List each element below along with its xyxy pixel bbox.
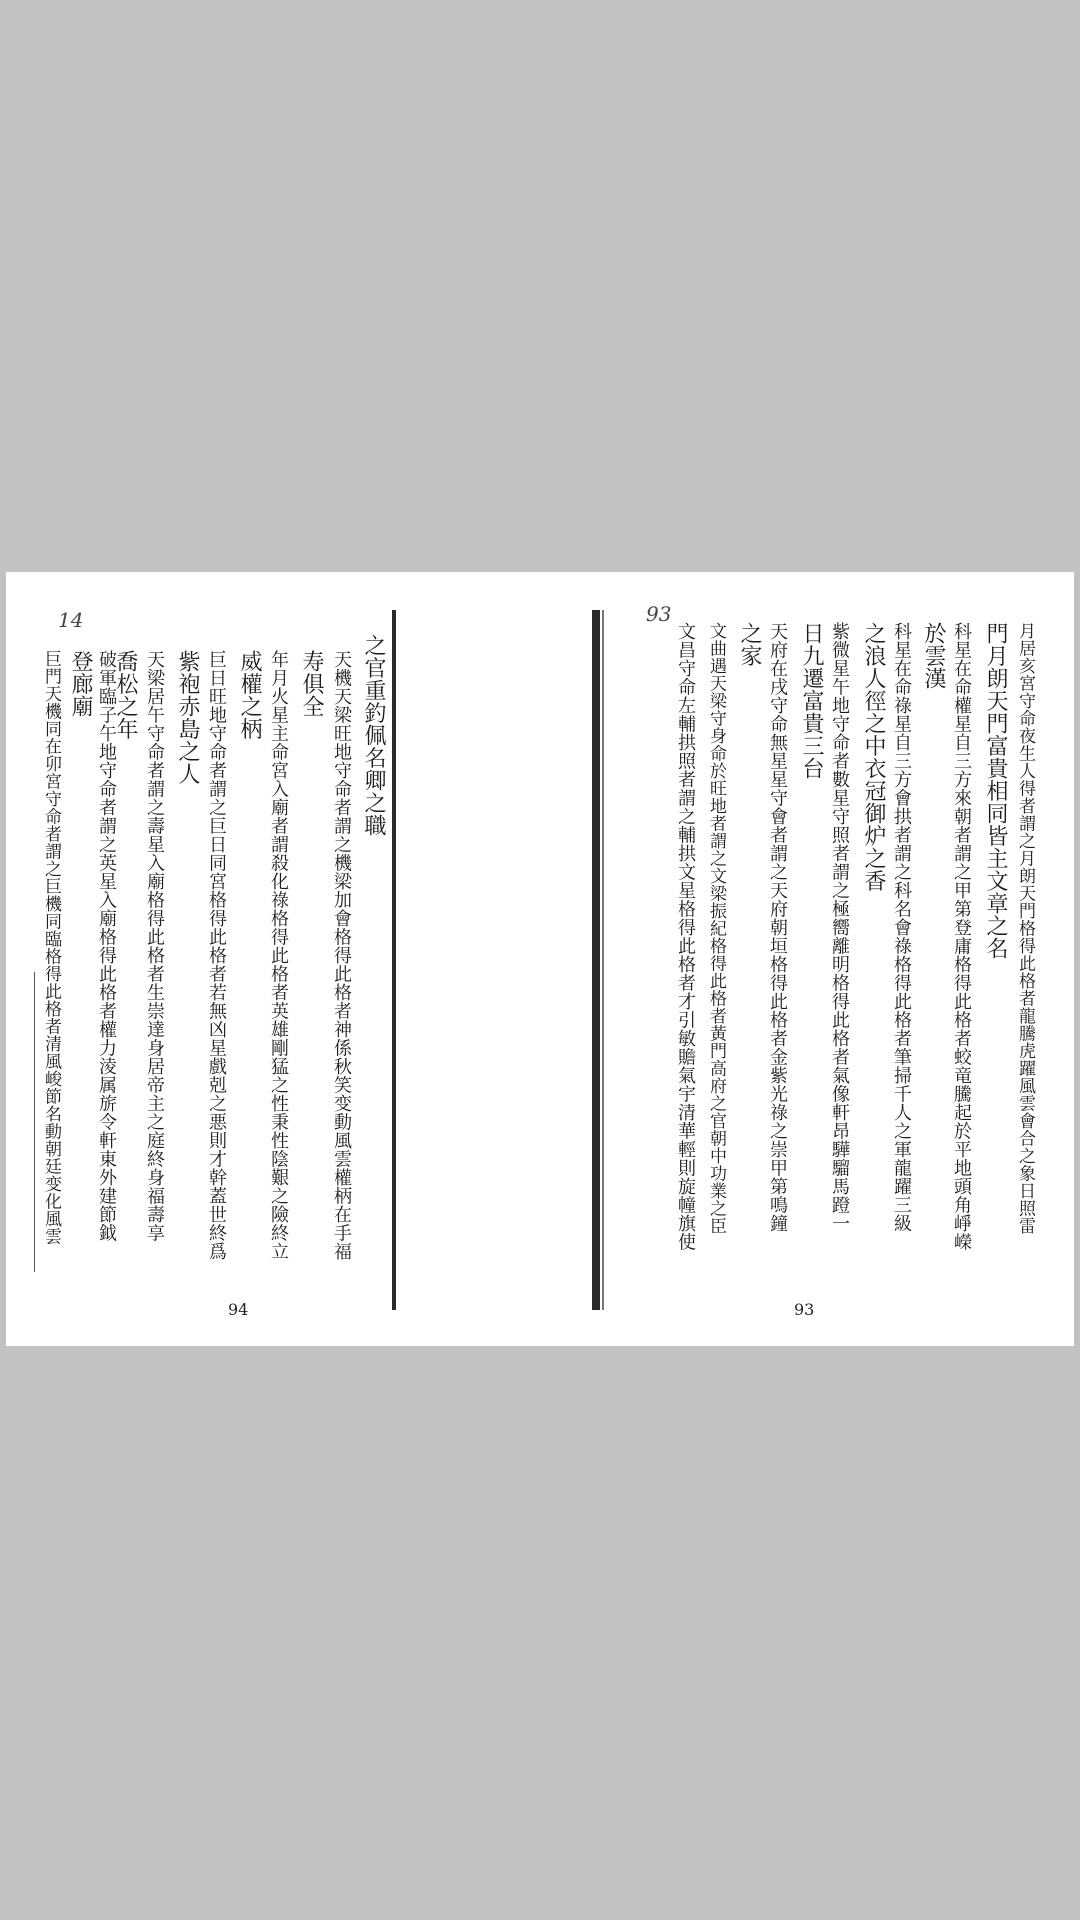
right-page-number: 93 xyxy=(794,1300,815,1319)
left-column-12: 巨門天機同在卯宮守命者謂之巨機同臨格得此格者清風峻節名動朝廷变化風雲 xyxy=(41,650,61,1245)
left-handwritten-mark: 14 xyxy=(58,608,84,632)
right-page xyxy=(580,572,1074,1346)
book-spread xyxy=(6,572,1074,1346)
left-edge-line xyxy=(34,972,35,1272)
right-column-9: 天府在戌守命無星星守會者謂之天府朝垣格得此格者金紫光祿之崇甲第鳴鐘 xyxy=(767,622,788,1233)
right-column-2: 門月朗天門富貴相同皆主文章之名 xyxy=(983,622,1008,960)
left-page xyxy=(6,572,490,1346)
left-column-10: 破軍臨子午地守命者謂之英星入廟格得此格者權力淩属旂令軒東外建節鉞 xyxy=(96,650,117,1242)
right-column-1: 月居亥宮守命夜生人得者謂之月朗天門格得此格者龍騰虎躍風雲會合之象日照雷 xyxy=(1015,622,1035,1235)
left-gutter-shadow xyxy=(392,610,396,1310)
right-column-10: 之家 xyxy=(737,622,762,667)
left-column-9: 喬松之年 xyxy=(113,650,138,740)
left-column-7: 紫袍赤島之人 xyxy=(175,650,200,785)
right-column-6: 之浪人徑之中衣冠御炉之香 xyxy=(861,622,886,892)
right-column-7: 紫微星午地守命者數星守照者謂之極嚮離明格得此格者氣像軒昂驊騮馬蹬一 xyxy=(829,622,850,1233)
left-column-4: 年月火星主命宮入廟者謂殺化祿格得此格者英雄剛猛之性秉性陰艱之險終立 xyxy=(268,650,289,1261)
left-page-number: 94 xyxy=(228,1300,249,1319)
right-column-3: 科星在命權星自三方來朝者謂之甲第登庸格得此格者蛟竜騰起於平地頭角崢嶸 xyxy=(951,622,972,1251)
left-column-8: 天梁居午守命者謂之壽星入廟格得此格者生崇達身居帝主之庭終身福壽享 xyxy=(144,650,165,1242)
right-column-12: 文昌守命左輔拱照者謂之輔拱文星格得此格者才引敏贍氣宇清華輕則旋幢旗使 xyxy=(675,622,696,1251)
right-column-11: 文曲遇天梁守身命於旺地者謂之文梁振紀格得此格者黃門高府之官朝中功業之臣 xyxy=(706,622,726,1235)
right-gutter-shadow xyxy=(592,610,600,1310)
right-handwritten-mark: 93 xyxy=(646,602,672,626)
left-column-11: 登廊廟 xyxy=(68,650,93,718)
left-column-3: 寿俱全 xyxy=(299,650,324,718)
left-column-6: 巨日旺地守命者謂之巨日同宮格得此格者若無凶星戲剋之悪則才幹蓋世終爲 xyxy=(206,650,227,1261)
right-column-4: 於雲漢 xyxy=(921,622,946,690)
left-column-5: 威權之柄 xyxy=(237,650,262,740)
left-column-2: 天機天梁旺地守命者謂之機梁加會格得此格者神係秋笑变動風雲權柄在手福 xyxy=(331,650,352,1261)
right-column-8: 日九遷富貴三台 xyxy=(799,622,824,780)
right-column-5: 科星在命祿星自三方會拱者謂之科名會祿格得此格者筆掃千人之軍龍躍三級 xyxy=(891,622,912,1233)
left-column-1: 之官重釣佩名卿之職 xyxy=(361,634,386,837)
right-gutter-line xyxy=(602,610,604,1310)
